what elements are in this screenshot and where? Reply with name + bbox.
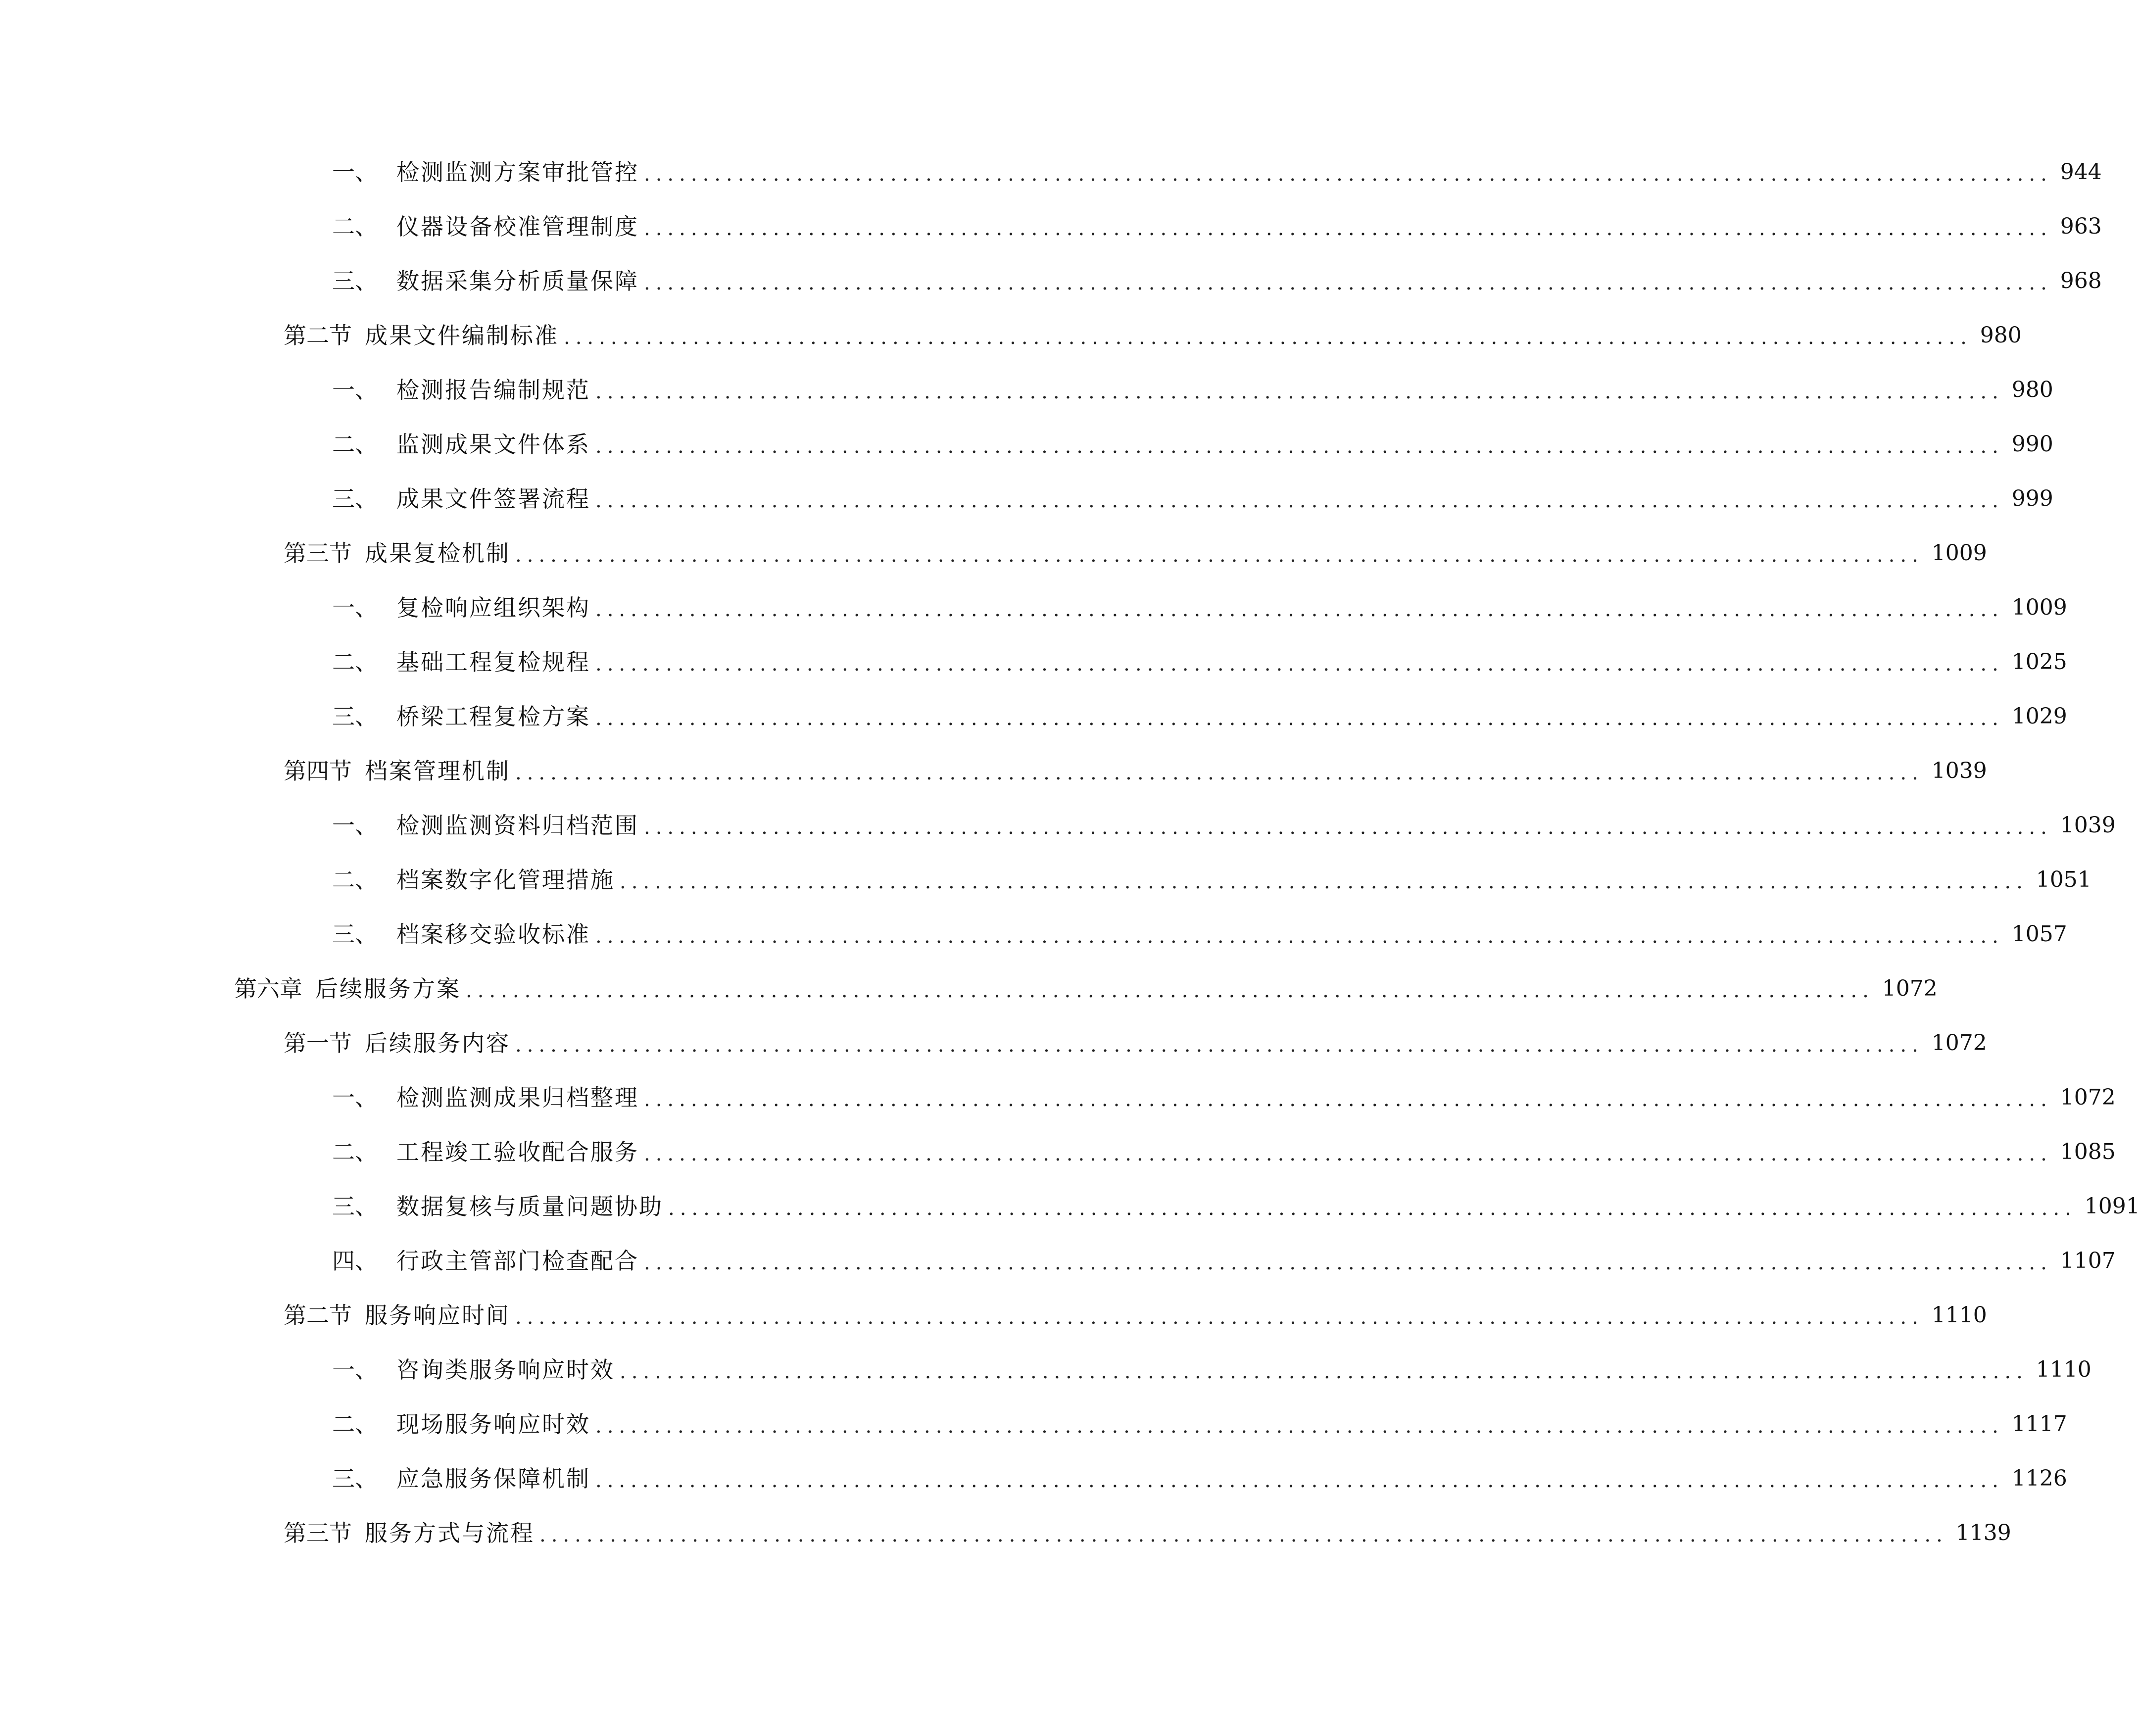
toc-entry-title: 服务响应时间 [365,1302,510,1329]
toc-entry-page: 1039 [1931,758,1987,783]
toc-entry[interactable] [0,1343,2091,1397]
toc-entry[interactable] [0,1016,1987,1070]
toc-entry[interactable] [0,853,2091,907]
toc-entry-page: 1009 [2011,595,2067,620]
toc-entry[interactable] [0,1179,2140,1234]
dot-leader: ........................................................................................................................ [644,272,2052,294]
toc-entry-number: 一、 [332,159,378,186]
toc-entry-page: 1085 [2060,1139,2116,1164]
toc-entry-number: 第二节 [284,1302,352,1329]
toc-entry-title: 检测报告编制规范 [396,377,590,403]
toc-entry[interactable] [0,526,1987,580]
toc-entry-number: 第四节 [284,758,352,784]
toc-entry-page: 1057 [2011,921,2067,947]
toc-entry-page: 980 [2011,377,2053,402]
toc-entry[interactable] [0,635,2067,689]
toc-entry[interactable] [0,1397,2067,1451]
toc-entry[interactable] [0,1070,2116,1125]
toc-entry-page: 990 [2011,432,2053,457]
toc-entry[interactable] [0,199,2102,254]
toc-entry-number: 三、 [332,703,378,730]
dot-leader: ........................................................................................................................ [644,1143,2052,1165]
toc-entry-title: 应急服务保障机制 [396,1465,590,1492]
toc-entry-number: 第二节 [284,322,352,349]
toc-entry-number: 一、 [332,1356,378,1383]
toc-entry[interactable] [0,1506,2011,1560]
dot-leader: ........................................................................................................................ [564,326,1972,349]
toc-entry-title: 档案移交验收标准 [396,921,590,948]
toc-entry[interactable] [0,1125,2116,1179]
dot-leader: ........................................................................................................................ [595,489,2004,512]
toc-entry-page: 980 [1980,323,2022,348]
toc-entry-title: 基础工程复检规程 [396,649,590,675]
toc-entry-number: 三、 [332,1465,378,1492]
toc-entry-page: 944 [2060,159,2102,185]
dot-leader: ........................................................................................................................ [595,925,2004,948]
dot-leader: ........................................................................................................................ [595,1469,2004,1492]
dot-leader: ........................................................................................................................ [644,816,2052,839]
toc-entry-number: 三、 [332,485,378,512]
toc-entry-title: 档案数字化管理措施 [396,867,615,893]
toc-entry-page: 968 [2060,268,2102,293]
dot-leader: ........................................................................................................................ [515,544,1924,567]
dot-leader: ........................................................................................................................ [539,1524,1948,1546]
dot-leader: ........................................................................................................................ [595,381,2004,403]
dot-leader: ........................................................................................................................ [620,1360,2028,1383]
toc-entry-page: 1107 [2060,1248,2116,1273]
toc-entry[interactable] [0,798,2116,853]
toc-entry[interactable] [0,254,2102,308]
toc-entry-title: 后续服务内容 [365,1030,510,1057]
dot-leader: ........................................................................................................................ [668,1197,2077,1220]
toc-entry-title: 成果文件签署流程 [396,485,590,512]
toc-entry-number: 四、 [332,1248,378,1274]
toc-entry[interactable] [0,1234,2116,1288]
toc-entry-number: 第六章 [234,975,302,1002]
toc-entry-page: 1025 [2011,649,2067,675]
toc-entry-title: 仪器设备校准管理制度 [396,213,639,240]
toc-entry-page: 1072 [1931,1030,1987,1056]
toc-entry[interactable] [0,1451,2067,1506]
dot-leader: ........................................................................................................................ [595,435,2004,458]
toc-entry[interactable] [0,907,2067,962]
toc-entry-title: 现场服务响应时效 [396,1411,590,1438]
toc-entry-number: 第三节 [284,540,352,567]
toc-entry-number: 二、 [332,431,378,458]
toc-entry-page: 999 [2011,486,2053,511]
toc-entry[interactable] [0,363,2053,417]
dot-leader: ........................................................................................................................ [466,979,1874,1002]
dot-leader: ........................................................................................................................ [644,217,2052,240]
toc-entry-page: 1110 [1931,1302,1987,1328]
toc-entry-page: 1126 [2011,1466,2067,1491]
toc-entry-number: 一、 [332,594,378,621]
toc-entry-page: 1051 [2036,867,2091,892]
toc-entry-number: 三、 [332,268,378,294]
toc-entry[interactable] [0,308,2022,363]
toc-entry[interactable] [0,472,2053,526]
toc-entry-title: 工程竣工验收配合服务 [396,1139,639,1165]
toc-entry-number: 二、 [332,867,378,893]
toc-entry-number: 第三节 [284,1520,352,1546]
dot-leader: ........................................................................................................................ [515,1034,1924,1057]
toc-entry-number: 一、 [332,812,378,839]
dot-leader: ........................................................................................................................ [595,653,2004,675]
toc-entry-number: 二、 [332,213,378,240]
toc-entry-number: 三、 [332,1193,378,1220]
toc-entry[interactable] [0,1288,1987,1343]
toc-entry-number: 三、 [332,921,378,948]
toc-entry-page: 1039 [2060,813,2116,838]
toc-entry-title: 成果文件编制标准 [365,322,559,349]
toc-entry-title: 检测监测资料归档范围 [396,812,639,839]
toc-entry-number: 二、 [332,649,378,675]
toc-entry-title: 检测监测方案审批管控 [396,159,639,186]
dot-leader: ........................................................................................................................ [644,1252,2052,1274]
toc-entry[interactable] [0,962,1938,1016]
toc-entry-title: 行政主管部门检查配合 [396,1248,639,1274]
dot-leader: ........................................................................................................................ [595,598,2004,621]
toc-entry[interactable] [0,744,1987,798]
toc-entry-page: 1139 [1955,1520,2011,1545]
toc-entry[interactable] [0,689,2067,744]
toc-entry-page: 963 [2060,214,2102,239]
toc-entry-title: 桥梁工程复检方案 [396,703,590,730]
toc-entry-title: 后续服务方案 [315,975,461,1002]
dot-leader: ........................................................................................................................ [595,707,2004,730]
toc-entry-title: 数据采集分析质量保障 [396,268,639,294]
toc-entry-page: 1117 [2011,1411,2067,1437]
dot-leader: ........................................................................................................................ [644,163,2052,186]
toc-entry-page: 1110 [2036,1357,2091,1382]
dot-leader: ........................................................................................................................ [515,762,1924,784]
toc-entry-number: 二、 [332,1139,378,1165]
toc-entry-page: 1072 [1882,976,1938,1001]
toc-entry-page: 1029 [2011,704,2067,729]
toc-entry-title: 数据复核与质量问题协助 [396,1193,663,1220]
toc-entry-number: 一、 [332,377,378,403]
toc-entry-number: 二、 [332,1411,378,1438]
toc-entry-number: 第一节 [284,1030,352,1057]
toc-entry[interactable] [0,417,2053,472]
toc-entry-title: 成果复检机制 [365,540,510,567]
toc-entry-title: 检测监测成果归档整理 [396,1084,639,1111]
toc-entry-title: 咨询类服务响应时效 [396,1356,615,1383]
toc-entry-title: 监测成果文件体系 [396,431,590,458]
toc-entry-page: 1072 [2060,1085,2116,1110]
toc-entry[interactable] [0,145,2102,199]
toc-entry-number: 一、 [332,1084,378,1111]
toc-entry-title: 档案管理机制 [365,758,510,784]
toc-entry-page: 1009 [1931,540,1987,566]
dot-leader: ........................................................................................................................ [620,870,2028,893]
table-of-contents [0,145,2140,1560]
dot-leader: ........................................................................................................................ [595,1415,2004,1438]
dot-leader: ........................................................................................................................ [515,1306,1924,1329]
toc-entry-page: 1091 [2084,1194,2140,1219]
toc-entry-title: 服务方式与流程 [365,1520,535,1546]
toc-entry[interactable] [0,580,2067,635]
toc-entry-title: 复检响应组织架构 [396,594,590,621]
dot-leader: ........................................................................................................................ [644,1088,2052,1111]
